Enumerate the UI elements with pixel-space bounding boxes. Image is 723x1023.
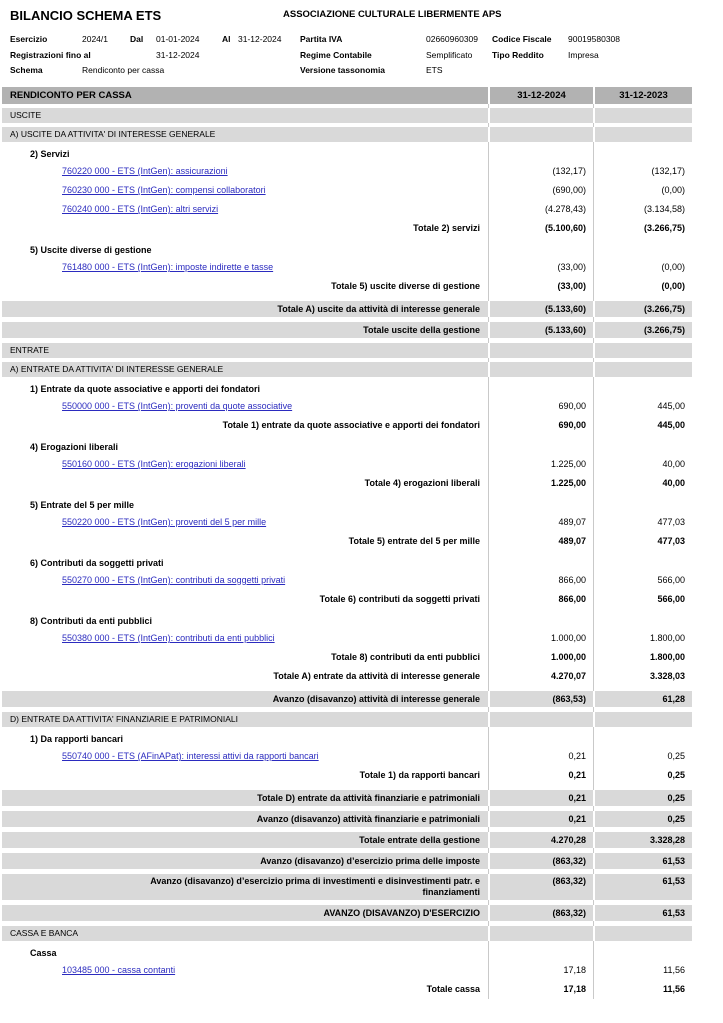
- value-2023: 3.328,28: [593, 832, 692, 848]
- subtotal-row: [2, 667, 692, 686]
- account-row: [2, 181, 692, 200]
- value-2023: 1.800,00: [649, 652, 685, 662]
- row-label: [2, 181, 488, 200]
- value-2023: 445,00: [657, 420, 685, 430]
- value-2024: [488, 242, 593, 258]
- row-label: Totale 6) contributi da soggetti privati: [319, 594, 480, 604]
- row-label: [2, 455, 488, 474]
- value-2023: [593, 146, 692, 162]
- schema-label: Schema: [10, 65, 43, 75]
- value-2023: 3.328,03: [649, 671, 685, 681]
- value-2024: 489,07: [558, 536, 586, 546]
- section-band: [2, 127, 692, 142]
- report-info: [10, 32, 713, 79]
- row-label: 2) Servizi: [30, 148, 70, 159]
- row-label: Totale uscite della gestione: [2, 322, 488, 338]
- row-label: ENTRATE: [2, 343, 488, 358]
- account-link[interactable]: 103485 000 - cassa contanti: [62, 965, 176, 975]
- row-label: Totale entrate della gestione: [2, 832, 488, 848]
- total-row: [2, 832, 692, 848]
- row-label: Avanzo (disavanzo) attività di interesse generale: [2, 691, 488, 707]
- table-header-row: [2, 87, 692, 104]
- row-label: Avanzo (disavanzo) d’esercizio prima di investimenti e disinvestimenti patr. e finanziamenti: [2, 874, 488, 900]
- value-2024: 17,18: [563, 965, 586, 975]
- account-row: [2, 513, 692, 532]
- tassonomia-label: Versione tassonomia: [300, 65, 386, 75]
- value-2024: 1.225,00: [550, 478, 586, 488]
- account-link[interactable]: 550160 000 - ETS (IntGen): erogazioni liberali: [62, 459, 246, 469]
- value-2023: (3.266,75): [643, 223, 685, 233]
- value-2023: [593, 343, 692, 358]
- value-2023: [593, 242, 692, 258]
- subtotal-row: [2, 590, 692, 609]
- row-label: Totale cassa: [426, 984, 480, 994]
- value-2023: 477,03: [657, 517, 685, 527]
- value-2024: 1.000,00: [550, 652, 586, 662]
- row-label: Totale A) uscite da attività di interesse generale: [2, 301, 488, 317]
- total-row: [2, 691, 692, 707]
- value-2024: (5.133,60): [488, 301, 593, 317]
- row-label: [2, 162, 488, 181]
- value-2023: [593, 555, 692, 571]
- row-label: Totale D) entrate da attività finanziarie e patrimoniali: [2, 790, 488, 806]
- account-row: [2, 162, 692, 181]
- value-2024: 866,00: [558, 575, 586, 585]
- value-2024: (5.133,60): [488, 322, 593, 338]
- value-2023: (132,17): [651, 166, 685, 176]
- row-label: USCITE: [2, 108, 488, 123]
- row-label: Totale 4) erogazioni liberali: [364, 478, 480, 488]
- value-2024: (863,32): [488, 874, 593, 900]
- value-2024: 690,00: [558, 401, 586, 411]
- total-row: [2, 301, 692, 317]
- subtotal-row: [2, 766, 692, 785]
- value-2024: [488, 362, 593, 377]
- row-label: A) USCITE DA ATTIVITA' DI INTERESSE GENERALE: [2, 127, 488, 142]
- value-2023: 1.800,00: [649, 633, 685, 643]
- row-label: A) ENTRATE DA ATTIVITA' DI INTERESSE GENERALE: [2, 362, 488, 377]
- row-label: [2, 747, 488, 766]
- row-label: [2, 200, 488, 219]
- account-link[interactable]: 761480 000 - ETS (IntGen): imposte indirette e tasse: [62, 262, 274, 272]
- value-2023: 566,00: [657, 594, 685, 604]
- value-2023: (3.266,75): [593, 322, 692, 338]
- value-2024: (5.100,60): [544, 223, 586, 233]
- value-2024: [488, 439, 593, 455]
- account-row: [2, 747, 692, 766]
- row-label: Totale 5) uscite diverse di gestione: [331, 281, 480, 291]
- value-2024: (863,32): [488, 905, 593, 921]
- value-2024: [488, 712, 593, 727]
- row-label: CASSA E BANCA: [2, 926, 488, 941]
- row-label: [2, 258, 488, 277]
- table-body: [2, 108, 692, 999]
- row-label: 4) Erogazioni liberali: [30, 441, 119, 452]
- value-2023: [593, 613, 692, 629]
- value-2024: 0,21: [488, 811, 593, 827]
- value-2024: (863,32): [488, 853, 593, 869]
- tassonomia-value: ETS: [426, 65, 443, 75]
- table-title: RENDICONTO PER CASSA: [2, 87, 488, 104]
- column-header-2024: 31-12-2024: [488, 87, 593, 104]
- partita-iva-value: 02660960309: [426, 34, 479, 44]
- value-2024: 4.270,07: [550, 671, 586, 681]
- value-2023: [593, 362, 692, 377]
- value-2023: [593, 712, 692, 727]
- subtotal-row: [2, 980, 692, 999]
- value-2023: 11,56: [662, 984, 685, 994]
- section-band: [2, 362, 692, 377]
- value-2023: 61,53: [593, 853, 692, 869]
- value-2023: [593, 381, 692, 397]
- value-2023: 0,25: [593, 790, 692, 806]
- value-2024: 0,21: [568, 770, 586, 780]
- report-info-right: [300, 32, 713, 79]
- value-2023: (0,00): [661, 185, 685, 195]
- value-2023: (3.266,75): [593, 301, 692, 317]
- tipo-reddito-label: Tipo Reddito: [492, 49, 544, 60]
- partita-iva-label: Partita IVA: [300, 34, 343, 44]
- group-header-row: [2, 555, 692, 571]
- row-label: Totale 5) entrate del 5 per mille: [348, 536, 480, 546]
- account-row: [2, 200, 692, 219]
- row-label: Cassa: [30, 947, 57, 958]
- value-2024: 17,18: [563, 984, 586, 994]
- value-2024: [488, 343, 593, 358]
- page-title: BILANCIO SCHEMA ETS: [10, 8, 162, 23]
- value-2023: 0,25: [667, 770, 685, 780]
- account-link[interactable]: 550220 000 - ETS (IntGen): proventi del 5 per mille: [62, 517, 267, 527]
- value-2024: [488, 945, 593, 961]
- row-label: 5) Uscite diverse di gestione: [30, 244, 152, 255]
- section-band: [2, 926, 692, 941]
- account-link[interactable]: 760240 000 - ETS (IntGen): altri servizi: [62, 204, 219, 214]
- al-value: 31-12-2024: [238, 34, 282, 44]
- value-2024: 4.270,28: [488, 832, 593, 848]
- total-row: [2, 322, 692, 338]
- section-band: [2, 108, 692, 123]
- group-header-row: [2, 497, 692, 513]
- report-info-left: [10, 32, 300, 79]
- row-label: [2, 961, 488, 980]
- value-2024: (4.278,43): [544, 204, 586, 214]
- account-row: [2, 629, 692, 648]
- group-header-row: [2, 731, 692, 747]
- value-2023: [593, 108, 692, 123]
- row-label: Avanzo (disavanzo) d’esercizio prima delle imposte: [2, 853, 488, 869]
- value-2023: [593, 127, 692, 142]
- section-band: [2, 712, 692, 727]
- row-label: AVANZO (DISAVANZO) D'ESERCIZIO: [2, 905, 488, 921]
- row-label: Totale 1) entrate da quote associative e apporti dei fondatori: [222, 420, 480, 430]
- value-2024: [488, 613, 593, 629]
- row-label: [2, 397, 488, 416]
- account-link[interactable]: 550270 000 - ETS (IntGen): contributi da soggetti privati: [62, 575, 286, 585]
- value-2023: 566,00: [657, 575, 685, 585]
- group-header-row: [2, 945, 692, 961]
- subtotal-row: [2, 532, 692, 551]
- account-row: [2, 571, 692, 590]
- dal-value: 01-01-2024: [156, 34, 200, 44]
- codice-fiscale-label: Codice Fiscale: [492, 34, 552, 44]
- subtotal-row: [2, 474, 692, 493]
- esercizio-value: 2024/1: [82, 34, 108, 44]
- value-2024: [488, 108, 593, 123]
- value-2024: (132,17): [552, 166, 586, 176]
- value-2024: 866,00: [558, 594, 586, 604]
- value-2023: (3.134,58): [643, 204, 685, 214]
- value-2024: [488, 497, 593, 513]
- value-2023: [593, 945, 692, 961]
- value-2023: [593, 926, 692, 941]
- section-band: [2, 343, 692, 358]
- schema-value: Rendiconto per cassa: [82, 65, 165, 75]
- account-link[interactable]: 550000 000 - ETS (IntGen): proventi da quote associative: [62, 401, 293, 411]
- regime-label: Regime Contabile: [300, 49, 372, 60]
- subtotal-row: [2, 416, 692, 435]
- row-label: [2, 571, 488, 590]
- account-link[interactable]: 550380 000 - ETS (IntGen): contributi da enti pubblici: [62, 633, 275, 643]
- registrazioni-value: 31-12-2024: [156, 49, 200, 60]
- row-label: Totale A) entrate da attività di interesse generale: [273, 671, 480, 681]
- value-2023: 40,00: [662, 478, 685, 488]
- value-2023: 11,56: [663, 965, 685, 975]
- value-2023: 61,53: [593, 905, 692, 921]
- subtotal-row: [2, 219, 692, 238]
- value-2024: (690,00): [552, 185, 586, 195]
- value-2024: 0,21: [488, 790, 593, 806]
- row-label: Totale 2) servizi: [413, 223, 480, 233]
- value-2023: [593, 731, 692, 747]
- value-2023: 445,00: [657, 401, 685, 411]
- document-header: [0, 8, 723, 79]
- esercizio-label: Esercizio: [10, 34, 48, 44]
- value-2024: [488, 381, 593, 397]
- company-name: ASSOCIAZIONE CULTURALE LIBERMENTE APS: [283, 9, 502, 20]
- value-2024: 1.225,00: [550, 459, 586, 469]
- value-2023: 0,25: [667, 751, 685, 761]
- total-row: [2, 905, 692, 921]
- value-2024: [488, 555, 593, 571]
- value-2024: (863,53): [488, 691, 593, 707]
- value-2024: 690,00: [558, 420, 586, 430]
- codice-fiscale-value: 90019580308: [568, 34, 621, 44]
- value-2023: [593, 497, 692, 513]
- account-link[interactable]: 760220 000 - ETS (IntGen): assicurazioni: [62, 166, 228, 176]
- value-2024: [488, 127, 593, 142]
- account-row: [2, 258, 692, 277]
- subtotal-row: [2, 648, 692, 667]
- account-row: [2, 961, 692, 980]
- registrazioni-label: Registrazioni fino al: [10, 49, 91, 60]
- total-row: [2, 811, 692, 827]
- report-table: [2, 87, 692, 999]
- value-2024: 489,07: [558, 517, 586, 527]
- regime-value: Semplificato: [426, 49, 473, 60]
- row-label: D) ENTRATE DA ATTIVITA' FINANZIARIE E PATRIMONIALI: [2, 712, 488, 727]
- row-label: Totale 1) da rapporti bancari: [359, 770, 480, 780]
- subtotal-row: [2, 277, 692, 296]
- value-2024: (33,00): [557, 281, 586, 291]
- dal-label: Dal: [130, 34, 144, 44]
- value-2024: [488, 731, 593, 747]
- value-2024: 1.000,00: [550, 633, 586, 643]
- row-label: 5) Entrate del 5 per mille: [30, 499, 135, 510]
- total-row: [2, 790, 692, 806]
- column-header-2023: 31-12-2023: [593, 87, 692, 104]
- account-row: [2, 455, 692, 474]
- row-label: [2, 513, 488, 532]
- value-2023: [593, 439, 692, 455]
- value-2024: [488, 146, 593, 162]
- al-label: Al: [222, 34, 231, 44]
- row-label: Totale 8) contributi da enti pubblici: [331, 652, 480, 662]
- value-2023: (0,00): [661, 281, 685, 291]
- value-2023: 40,00: [662, 459, 685, 469]
- tipo-reddito-value: Impresa: [568, 49, 599, 60]
- group-header-row: [2, 381, 692, 397]
- row-label: [2, 629, 488, 648]
- value-2023: (0,00): [661, 262, 685, 272]
- row-label: 6) Contributi da soggetti privati: [30, 557, 164, 568]
- group-header-row: [2, 242, 692, 258]
- value-2023: 61,28: [593, 691, 692, 707]
- total-row: [2, 853, 692, 869]
- row-label: 1) Da rapporti bancari: [30, 733, 124, 744]
- value-2024: [488, 926, 593, 941]
- value-2023: 61,53: [593, 874, 692, 900]
- row-label: 1) Entrate da quote associative e apporti dei fondatori: [30, 383, 261, 394]
- group-header-row: [2, 439, 692, 455]
- value-2023: 0,25: [593, 811, 692, 827]
- account-link[interactable]: 550740 000 - ETS (AFinAPat): interessi attivi da rapporti bancari: [62, 751, 319, 761]
- value-2024: (33,00): [557, 262, 586, 272]
- value-2024: 0,21: [568, 751, 586, 761]
- group-header-row: [2, 613, 692, 629]
- row-label: 8) Contributi da enti pubblici: [30, 615, 152, 626]
- account-link[interactable]: 760230 000 - ETS (IntGen): compensi collaboratori: [62, 185, 266, 195]
- total-row: [2, 874, 692, 900]
- row-label: Avanzo (disavanzo) attività finanziarie e patrimoniali: [2, 811, 488, 827]
- value-2023: 477,03: [657, 536, 685, 546]
- group-header-row: [2, 146, 692, 162]
- account-row: [2, 397, 692, 416]
